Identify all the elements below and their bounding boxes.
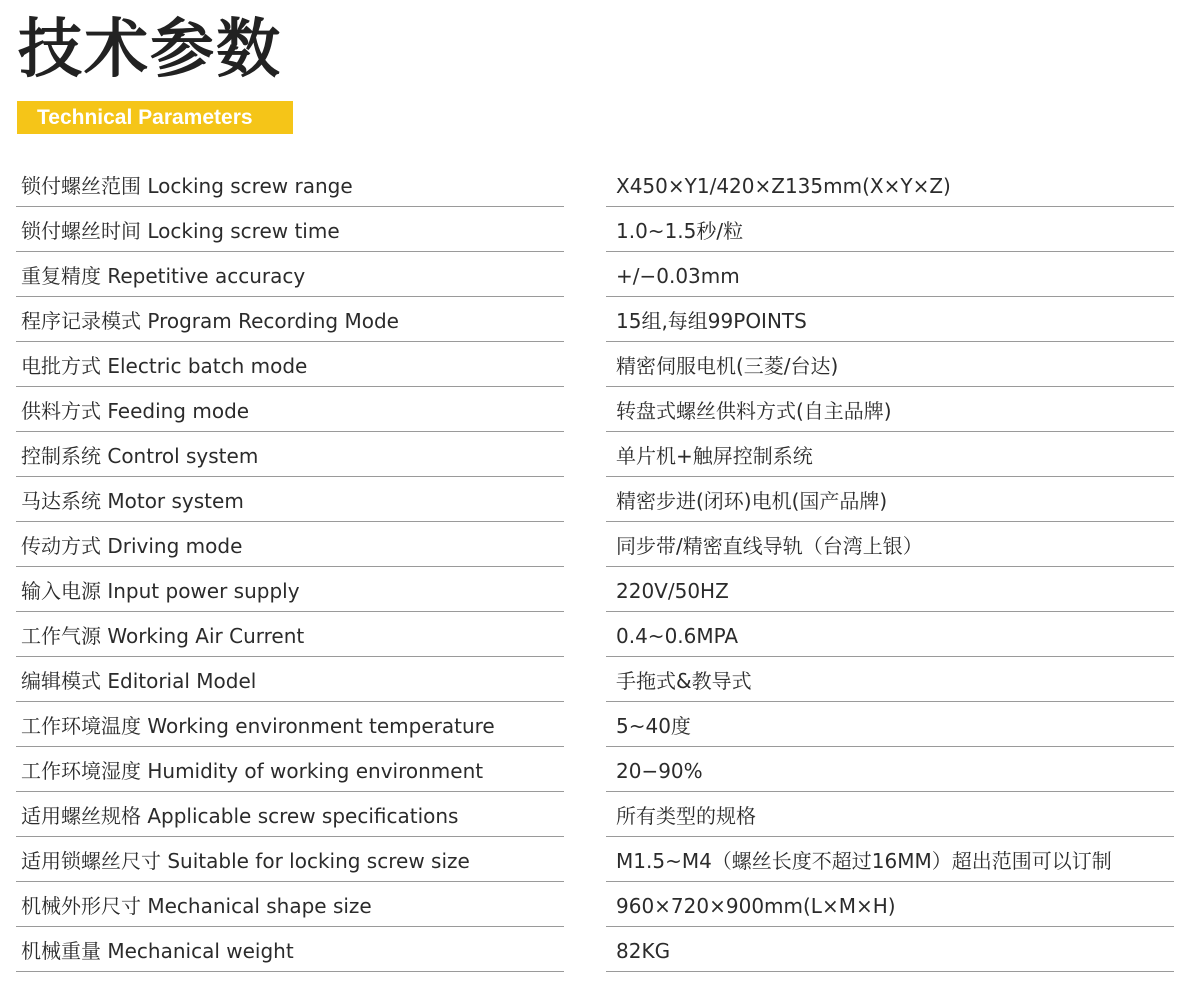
table-row: [0, 298, 1200, 343]
parameter-label: 工作环境湿度 Humidity of working environment: [16, 748, 564, 792]
parameter-label: 工作气源 Working Air Current: [16, 613, 564, 657]
parameter-value: 220V/50HZ: [606, 568, 1174, 612]
parameter-value: 精密步进(闭环)电机(国产品牌): [606, 478, 1174, 522]
table-row: [0, 163, 1200, 208]
table-row: [0, 568, 1200, 613]
parameter-value: 手拖式&教导式: [606, 658, 1174, 702]
table-row: [0, 388, 1200, 433]
table-row: [0, 928, 1200, 973]
table-row: [0, 883, 1200, 928]
parameter-value: +/−0.03mm: [606, 253, 1174, 297]
parameter-label: 电批方式 Electric batch mode: [16, 343, 564, 387]
parameter-label: 机械外形尺寸 Mechanical shape size: [16, 883, 564, 927]
parameter-label: 输入电源 Input power supply: [16, 568, 564, 612]
parameter-label: 马达系统 Motor system: [16, 478, 564, 522]
parameter-label: 供料方式 Feeding mode: [16, 388, 564, 432]
parameters-table: [0, 163, 1200, 973]
parameter-label: 适用锁螺丝尺寸 Suitable for locking screw size: [16, 838, 564, 882]
parameter-label: 锁付螺丝时间 Locking screw time: [16, 208, 564, 252]
parameter-value: 15组,每组99POINTS: [606, 298, 1174, 342]
page-title: 技术参数: [18, 13, 282, 87]
table-row: [0, 748, 1200, 793]
table-row: [0, 838, 1200, 883]
parameter-label: 控制系统 Control system: [16, 433, 564, 477]
parameter-value: M1.5~M4（螺丝长度不超过16MM）超出范围可以订制: [606, 838, 1174, 882]
parameter-value: 960×720×900mm(L×M×H): [606, 883, 1174, 927]
parameter-value: 20−90%: [606, 748, 1174, 792]
table-row: [0, 523, 1200, 568]
subtitle-badge: Technical Parameters: [17, 101, 293, 134]
table-row: [0, 613, 1200, 658]
table-row: [0, 703, 1200, 748]
parameter-value: X450×Y1/420×Z135mm(X×Y×Z): [606, 163, 1174, 207]
table-row: [0, 433, 1200, 478]
parameter-label: 编辑模式 Editorial Model: [16, 658, 564, 702]
parameter-value: 所有类型的规格: [606, 793, 1174, 837]
table-row: [0, 478, 1200, 523]
parameter-value: 单片机+触屏控制系统: [606, 433, 1174, 477]
parameter-value: 0.4~0.6MPA: [606, 613, 1174, 657]
parameter-label: 重复精度 Repetitive accuracy: [16, 253, 564, 297]
table-row: [0, 658, 1200, 703]
parameter-label: 程序记录模式 Program Recording Mode: [16, 298, 564, 342]
table-row: [0, 253, 1200, 298]
parameter-label: 机械重量 Mechanical weight: [16, 928, 564, 972]
table-row: [0, 793, 1200, 838]
parameter-value: 1.0~1.5秒/粒: [606, 208, 1174, 252]
parameter-label: 锁付螺丝范围 Locking screw range: [16, 163, 564, 207]
parameter-value: 82KG: [606, 928, 1174, 972]
parameter-label: 适用螺丝规格 Applicable screw specifications: [16, 793, 564, 837]
table-row: [0, 208, 1200, 253]
parameter-value: 5~40度: [606, 703, 1174, 747]
parameter-value: 同步带/精密直线导轨（台湾上银）: [606, 523, 1174, 567]
parameter-value: 精密伺服电机(三菱/台达): [606, 343, 1174, 387]
parameter-label: 工作环境温度 Working environment temperature: [16, 703, 564, 747]
table-row: [0, 343, 1200, 388]
parameter-value: 转盘式螺丝供料方式(自主品牌): [606, 388, 1174, 432]
parameter-label: 传动方式 Driving mode: [16, 523, 564, 567]
